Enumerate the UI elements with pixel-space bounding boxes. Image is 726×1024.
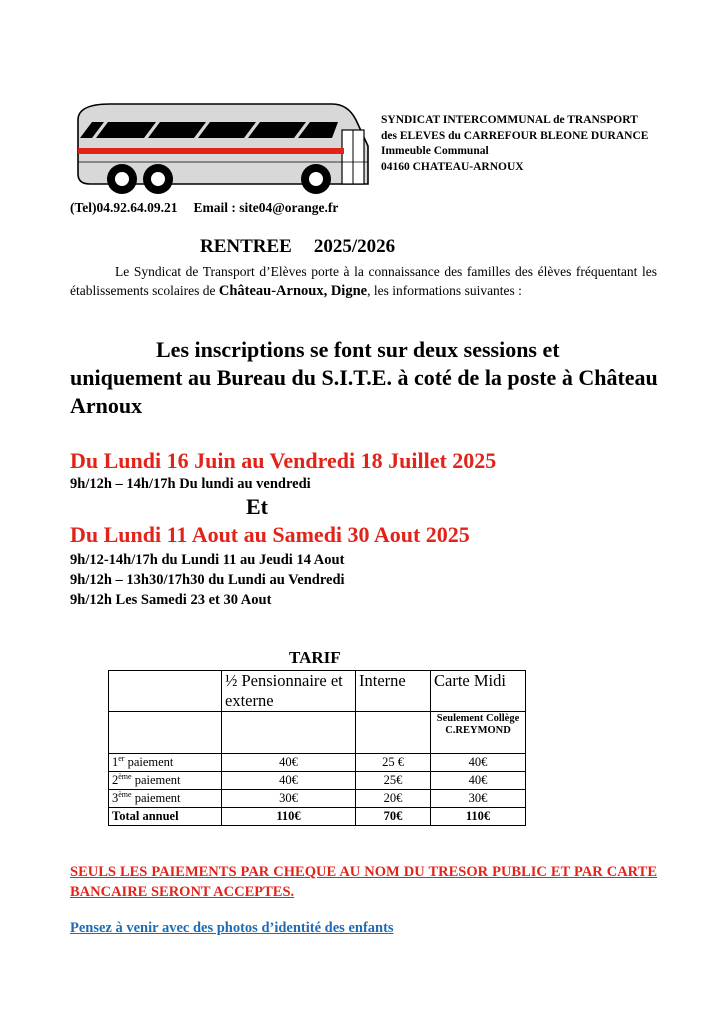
- inscriptions-text: Les inscriptions se font sur deux sessions et uniquement au Bureau du S.I.T.E. à coté de la poste à Château Arnoux: [70, 337, 658, 418]
- session-2-hours: [70, 550, 345, 610]
- payment-label: [109, 772, 222, 790]
- title-year: 2025/2026: [313, 236, 396, 257]
- hours-line: 9h/12h – 13h30/17h30 du Lundi au Vendredi: [70, 572, 345, 588]
- header-cell-carte-midi: Carte Midi: [431, 671, 526, 712]
- price-interne: 20€: [356, 790, 431, 808]
- header-cell-half-pension: ½ Pensionnaire et externe: [222, 671, 356, 712]
- hours-line: 9h/12-14h/17h du Lundi 11 au Jeudi 14 Aout: [70, 552, 345, 568]
- price-half-pension: 40€: [222, 754, 356, 772]
- table-cell: [356, 712, 431, 754]
- inscriptions-statement: [70, 336, 670, 420]
- total-carte-midi: 110€: [431, 808, 526, 826]
- table-note-row: [109, 712, 526, 754]
- price-interne: 25 €: [356, 754, 431, 772]
- photo-notice: Pensez à venir avec des photos d’identité des enfants: [70, 920, 394, 936]
- bus-logo-image: [70, 100, 370, 200]
- total-interne: 70€: [356, 808, 431, 826]
- table-cell: [109, 712, 222, 754]
- payment-notice: SEULS LES PAIEMENTS PAR CHEQUE AU NOM DU TRESOR PUBLIC ET PAR CARTE BANCAIRE SERONT ACCEPTES.: [70, 864, 657, 900]
- intro-text: Le Syndicat de Transport d’Elèves porte à la connaissance des familles des élèves fréquentant les établissements scolaires de: [70, 264, 657, 298]
- intro-paragraph: [70, 262, 657, 301]
- phone-number: (Tel)04.92.64.09.21: [70, 200, 178, 215]
- payment-label: [109, 754, 222, 772]
- header-cell-empty: [109, 671, 222, 712]
- hours-line: 9h/12h Les Samedi 23 et 30 Aout: [70, 592, 272, 608]
- price-interne: 25€: [356, 772, 431, 790]
- table-header-row: [109, 671, 526, 712]
- session-1-heading: Du Lundi 16 Juin au Vendredi 18 Juillet 2025: [70, 448, 497, 473]
- org-line: 04160 CHATEAU-ARNOUX: [381, 160, 524, 173]
- session-1-hours: [70, 474, 311, 494]
- table-row: [109, 790, 526, 808]
- title-label: RENTREE: [200, 236, 292, 257]
- price-carte-midi: 40€: [431, 772, 526, 790]
- payment-number: 3: [112, 791, 119, 805]
- payment-ordinal: ème: [118, 789, 132, 799]
- org-line: Immeuble Communal: [381, 145, 489, 157]
- carte-midi-note: Seulement Collège C.REYMOND: [431, 712, 526, 754]
- payment-number: 2: [112, 773, 119, 787]
- price-carte-midi: 40€: [431, 754, 526, 772]
- org-line: des ELEVES du CARREFOUR BLEONE DURANCE: [381, 129, 649, 142]
- payment-label: [109, 790, 222, 808]
- header-cell-interne: Interne: [356, 671, 431, 712]
- session-2-heading: Du Lundi 11 Aout au Samedi 30 Aout 2025: [70, 522, 470, 547]
- table-total-row: [109, 808, 526, 826]
- total-label: Total annuel: [109, 808, 222, 826]
- et-label: Et: [246, 494, 268, 519]
- table-row: [109, 754, 526, 772]
- contact-line: [70, 200, 338, 216]
- page-title: [200, 236, 395, 258]
- tarif-table: [108, 670, 526, 826]
- intro-text-end: , les informations suivantes :: [367, 283, 522, 298]
- payment-text: paiement: [131, 773, 181, 787]
- email-address: Email : site04@orange.fr: [193, 200, 339, 215]
- intro-places: Château-Arnoux, Digne: [218, 283, 368, 299]
- payment-ordinal: ème: [118, 771, 132, 781]
- hours-line: 9h/12h – 14h/17h Du lundi au vendredi: [70, 476, 311, 492]
- price-half-pension: 40€: [222, 772, 356, 790]
- organization-address: [381, 113, 648, 175]
- tarif-title: TARIF: [289, 648, 341, 667]
- payment-text: paiement: [124, 755, 174, 769]
- price-carte-midi: 30€: [431, 790, 526, 808]
- payment-number: 1: [112, 755, 119, 769]
- table-cell: [222, 712, 356, 754]
- price-half-pension: 30€: [222, 790, 356, 808]
- payment-ordinal: er: [118, 753, 125, 763]
- org-line: SYNDICAT INTERCOMMUNAL de TRANSPORT: [381, 114, 638, 126]
- payment-text: paiement: [131, 791, 181, 805]
- table-row: [109, 772, 526, 790]
- total-half-pension: 110€: [222, 808, 356, 826]
